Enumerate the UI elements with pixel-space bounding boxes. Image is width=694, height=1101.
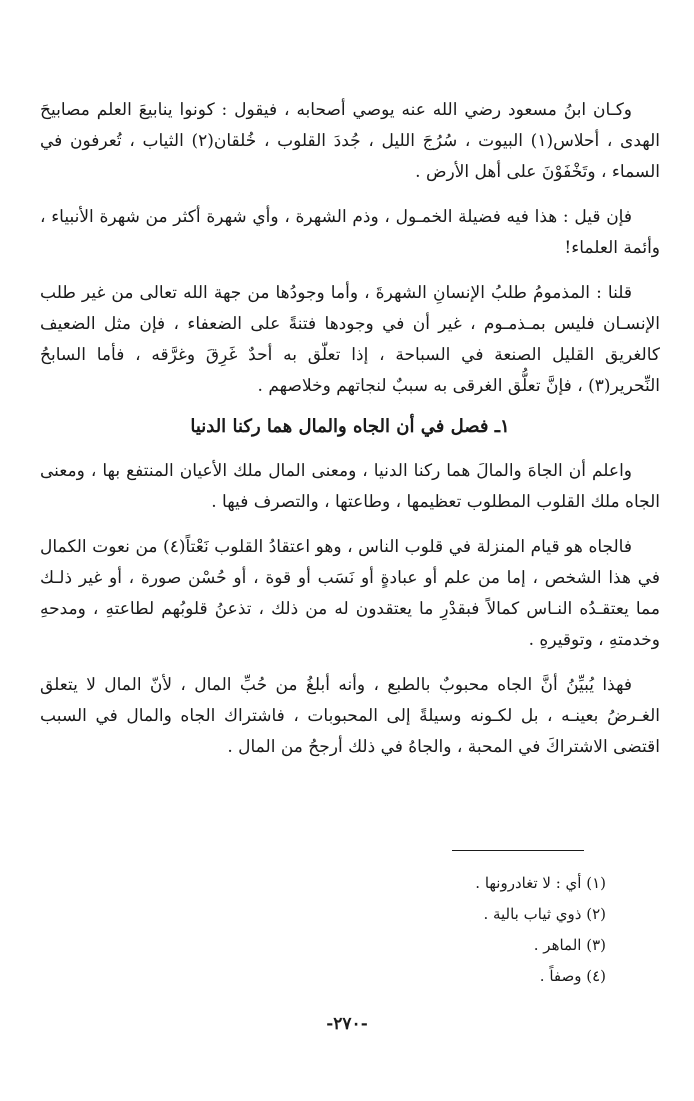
section-heading: ١ـ فصل في أن الجاه والمال هما ركنا الدنيا bbox=[190, 416, 510, 437]
paragraph-objection: فإن قيل : هذا فيه فضيلة الخمـول ، وذم الشهرة ، وأي شهرة أكثر من شهرة الأنبياء ، وأئمة العلماء! bbox=[40, 207, 660, 258]
paragraph-reply: قلنا : المذمومُ طلبُ الإنسانِ الشهرةَ ، وأما وجودُها من جهة الله تعالى من غير طلب الإنسـان فليس بمـذمـوم ، غير أن في وجودها فتنةً على الضعفاء ، فإن مثل الضعيف كالغريق القليل الصنعة في السباحة ، إذا تعلّق به أحدٌ غَرِقَ وغرَّقه ، فأما السابحُ النِّحرير(٣) ، فإنَّ تعلُّق الغرقى به سببٌ لنجاتهم وخلاصهم . bbox=[40, 283, 660, 396]
paragraph-rank-beloved: فهذا يُبيِّنُ أنَّ الجاه محبوبٌ بالطبع ، وأنه أبلغُ من حُبِّ المال ، لأنّ المال لا يتعلق الغـرضُ بعينـه ، بل لكـونه وسيلةً إلى المحبوبات ، فاشتراك الجاه والمال في السبب اقتضى الاشتراكَ في المحبة ، والجاهُ في ذلك أرجحُ من المال . bbox=[40, 675, 660, 757]
footnote-separator bbox=[452, 850, 584, 851]
paragraph-rank-definition: فالجاه هو قيام المنزلة في قلوب الناس ، وهو اعتقادُ القلوب نَعْتاً(٤) من نعوت الكمال في هذا الشخص ، إما من علم أو عبادةٍ أو نَسَب أو قوة ، أو حُسْن صورة ، أو غير ذلـك مما يعتقـدُه النـاس كمالاً فبقدْرِ ما يعتقدون له من ذلك ، تذعنُ قلوبُهم لطاعتهِ ، ومدحهِ وخدمتهِ ، وتوقيرهِ . bbox=[40, 537, 660, 650]
footnote-1: (١) أي : لا تغادرونها . bbox=[475, 874, 606, 892]
footnotes bbox=[206, 868, 606, 992]
footnote-3: (٣) الماهر . bbox=[533, 936, 606, 954]
footnote-2: (٢) ذوي ثياب بالية . bbox=[483, 905, 606, 923]
page-number: -٢٧٠- bbox=[326, 1014, 368, 1034]
paragraph-ibn-masud: وكـان ابنُ مسعود رضي الله عنه يوصي أصحابه ، فيقول : كونوا ينابيعَ العلم مصابيحَ الهدى ، أحلاس(١) البيوت ، سُرُجَ الليل ، جُددَ القلوب ، خُلقان(٢) الثياب ، تُعرفون في السماء ، وتَخْفَوْنَ على أهل الأرض . bbox=[40, 100, 660, 182]
paragraph-pillars: واعلم أن الجاهَ والمالَ هما ركنا الدنيا ، ومعنى المال ملك الأعيان المنتفع بها ، ومعنى الجاه ملك القلوب المطلوب تعظيمها ، وطاعتها ، والتصرف فيها . bbox=[40, 461, 660, 512]
footnote-4: (٤) وصفاً . bbox=[539, 967, 606, 985]
page-body bbox=[40, 95, 660, 777]
